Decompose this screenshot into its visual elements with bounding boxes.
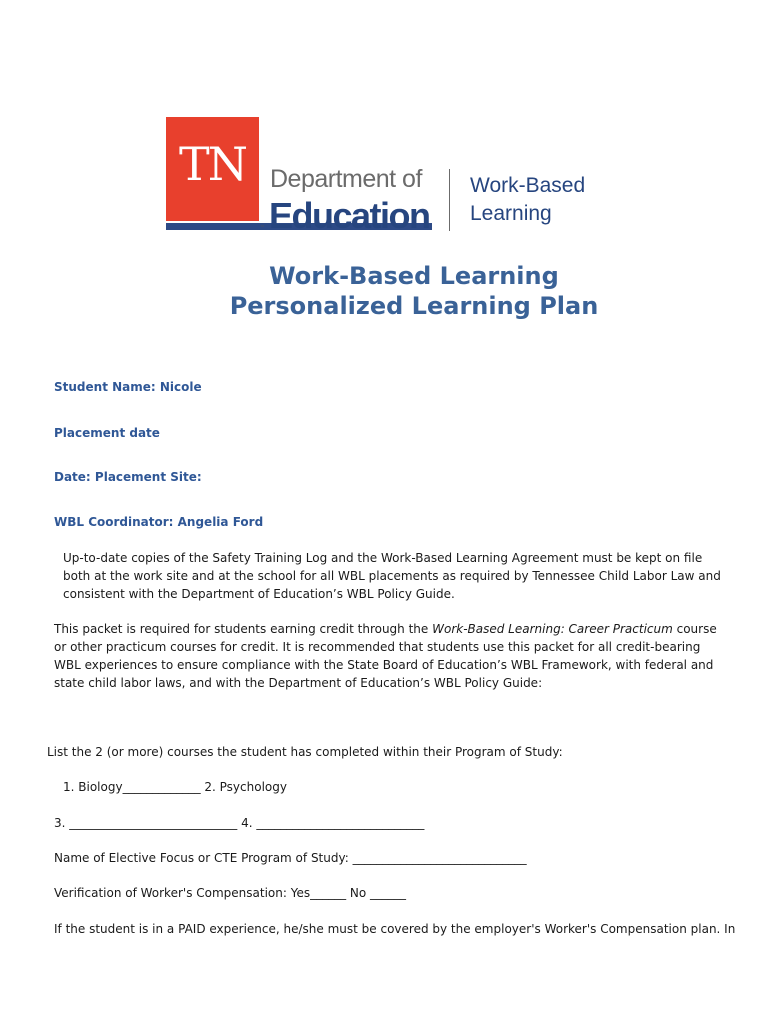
packet-paragraph-start: This packet is required for students earning credit through the <box>54 622 433 636</box>
courses-prompt: List the 2 (or more) courses the student has completed within their Program of Study: <box>47 745 563 759</box>
logo-education-text: Education <box>269 195 430 236</box>
placement-date-field: Placement date <box>54 426 160 440</box>
logo-department-text: Department of <box>270 165 422 193</box>
document-title-line2: Personalized Learning Plan <box>229 292 599 320</box>
packet-requirement-paragraph <box>54 620 719 692</box>
safety-log-paragraph: Up-to-date copies of the Safety Training Log and the Work-Based Learning Agreement must be kept on file both at the work site and at the school for all WBL placements as required by Tennessee Child Labor Law and consistent with the Department of Education’s WBL Policy Guide. <box>63 551 721 601</box>
wbl-coordinator-field: WBL Coordinator: Angelia Ford <box>54 515 264 529</box>
elective-focus-line: Name of Elective Focus or CTE Program of Study: _____________________________ <box>54 851 527 865</box>
tn-logo-text: TN <box>179 137 246 191</box>
placement-site-field: Date: Placement Site: <box>54 470 202 484</box>
logo-program-line2: Learning <box>470 202 552 225</box>
courses-line-3-4: 3. ____________________________ 4. ____________________________ <box>54 816 425 830</box>
tn-logo-box <box>166 117 259 221</box>
student-name-field: Student Name: Nicole <box>54 380 202 394</box>
trademark-mark: ™ <box>260 225 265 231</box>
paid-experience-note: If the student is in a PAID experience, he/she must be covered by the employer's Worker's Compensation plan. In <box>54 922 736 936</box>
workers-comp-verification: Verification of Worker's Compensation: Yes______ No ______ <box>54 886 407 900</box>
logo-program-line1: Work-Based <box>470 174 586 197</box>
logo-divider <box>449 169 450 231</box>
course-name-italic: Work-Based Learning: Career Practicum <box>432 622 673 636</box>
tn-education-logo <box>166 117 606 237</box>
packet-paragraph-end: course or other practicum courses for credit. It is recommended that students use this packet for all credit-bearing WBL experiences to ensure compliance with the State Board of Education’s WBL Framework, with federal and state child labor laws, and with the Department of Education’s WBL Policy Guide: <box>54 622 717 690</box>
courses-line-1-2: 1. Biology_____________ 2. Psychology <box>63 780 287 794</box>
document-title-line1: Work-Based Learning <box>269 262 559 290</box>
